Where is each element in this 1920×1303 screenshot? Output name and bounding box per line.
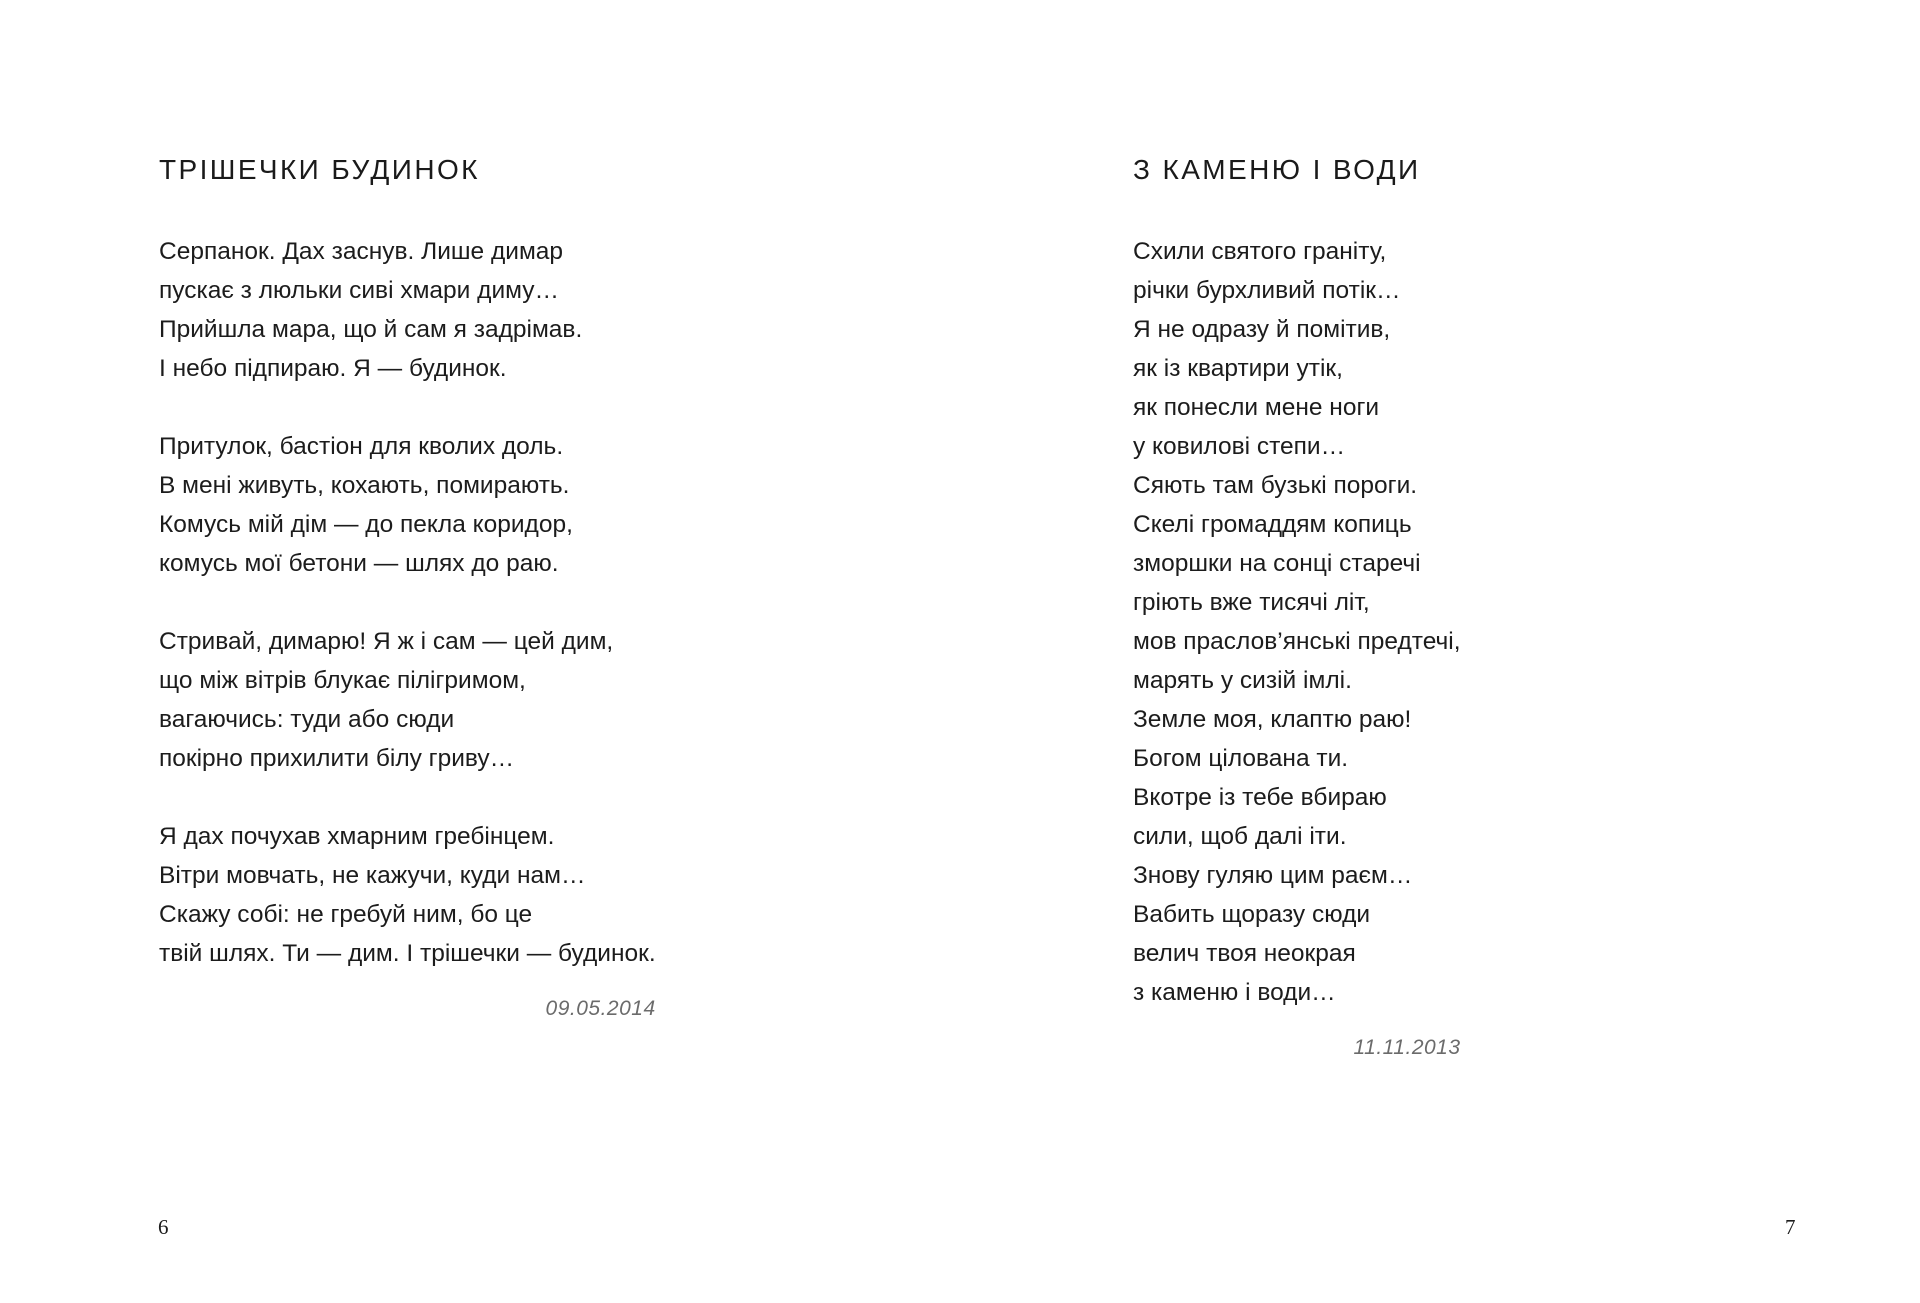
- poem-line: Я дах почухав хмарним гребінцем.: [159, 823, 555, 850]
- poem-line: мов праслов’янські предтечі,: [1133, 628, 1461, 655]
- poem-date: 09.05.2014: [545, 997, 656, 1020]
- poem-line: Вабить щоразу сюди: [1133, 901, 1371, 928]
- poem-line: покірно прихилити білу гриву…: [159, 745, 515, 772]
- poem-line: Схили святого граніту,: [1133, 238, 1387, 265]
- poem-title: З КАМЕНЮ І ВОДИ: [1133, 154, 1421, 185]
- poem-title: ТРІШЕЧКИ БУДИНОК: [159, 154, 480, 185]
- stanza: [1133, 232, 1461, 1012]
- poem-line: Вітри мовчать, не кажучи, куди нам…: [159, 862, 586, 889]
- poem-date: 11.11.2013: [1353, 1036, 1461, 1059]
- poem-line: Стривай, димарю! Я ж і сам — цей дим,: [159, 628, 614, 655]
- poem-line: з каменю і води…: [1133, 979, 1336, 1006]
- poem-z-kameniu-i-vody: [1133, 150, 1461, 1060]
- poem-line: велич твоя неокрая: [1133, 940, 1356, 967]
- poem-line: Притулок, бастіон для кволих доль.: [159, 433, 564, 460]
- poem-line: як понесли мене ноги: [1133, 394, 1380, 421]
- poem-line: Серпанок. Дах заснув. Лише димар: [159, 238, 564, 265]
- poem-line: Богом цілована ти.: [1133, 745, 1349, 772]
- poem-line: гріють вже тисячі літ,: [1133, 589, 1370, 616]
- poem-line: Вкотре із тебе вбираю: [1133, 784, 1387, 811]
- poem-line: Я не одразу й помітив,: [1133, 316, 1391, 343]
- right-page: [960, 0, 1920, 1303]
- poem-line: що між вітрів блукає пілігримом,: [159, 667, 526, 694]
- poem-line: сили, щоб далі іти.: [1133, 823, 1347, 850]
- poem-line: Знову гуляю цим раєм…: [1133, 862, 1413, 889]
- poem-line: як із квартири утік,: [1133, 355, 1343, 382]
- stanza: [159, 817, 656, 973]
- poem-trishechky-budynok: [159, 150, 656, 1021]
- poem-line: річки бурхливий потік…: [1133, 277, 1401, 304]
- stanza: [159, 232, 656, 388]
- poem-line: вагаючись: туди або сюди: [159, 706, 455, 733]
- poem-line: Прийшла мара, що й сам я задрімав.: [159, 316, 583, 343]
- poem-line: В мені живуть, кохають, помирають.: [159, 472, 570, 499]
- poem-line: твій шлях. Ти — дим. І трішечки — будинок.: [159, 940, 656, 967]
- poem-line: зморшки на сонці старечі: [1133, 550, 1421, 577]
- poem-line: Земле моя, клаптю раю!: [1133, 706, 1412, 733]
- page-number: 6: [158, 1215, 169, 1239]
- poem-line: Скажу собі: не гребуй ним, бо це: [159, 901, 533, 928]
- poem-line: пускає з люльки сиві хмари диму…: [159, 277, 560, 304]
- poem-line: марять у сизій імлі.: [1133, 667, 1352, 694]
- poem-line: Сяють там бузькі пороги.: [1133, 472, 1418, 499]
- poem-line: Комусь мій дім — до пекла коридор,: [159, 511, 573, 538]
- page-number: 7: [1785, 1215, 1796, 1239]
- poem-line: комусь мої бетони — шлях до раю.: [159, 550, 559, 577]
- stanza: [159, 622, 656, 778]
- poem-line: у ковилові степи…: [1133, 433, 1346, 460]
- poem-line: І небо підпираю. Я — будинок.: [159, 355, 507, 382]
- poem-line: Скелі громаддям копиць: [1133, 511, 1412, 538]
- stanza: [159, 427, 656, 583]
